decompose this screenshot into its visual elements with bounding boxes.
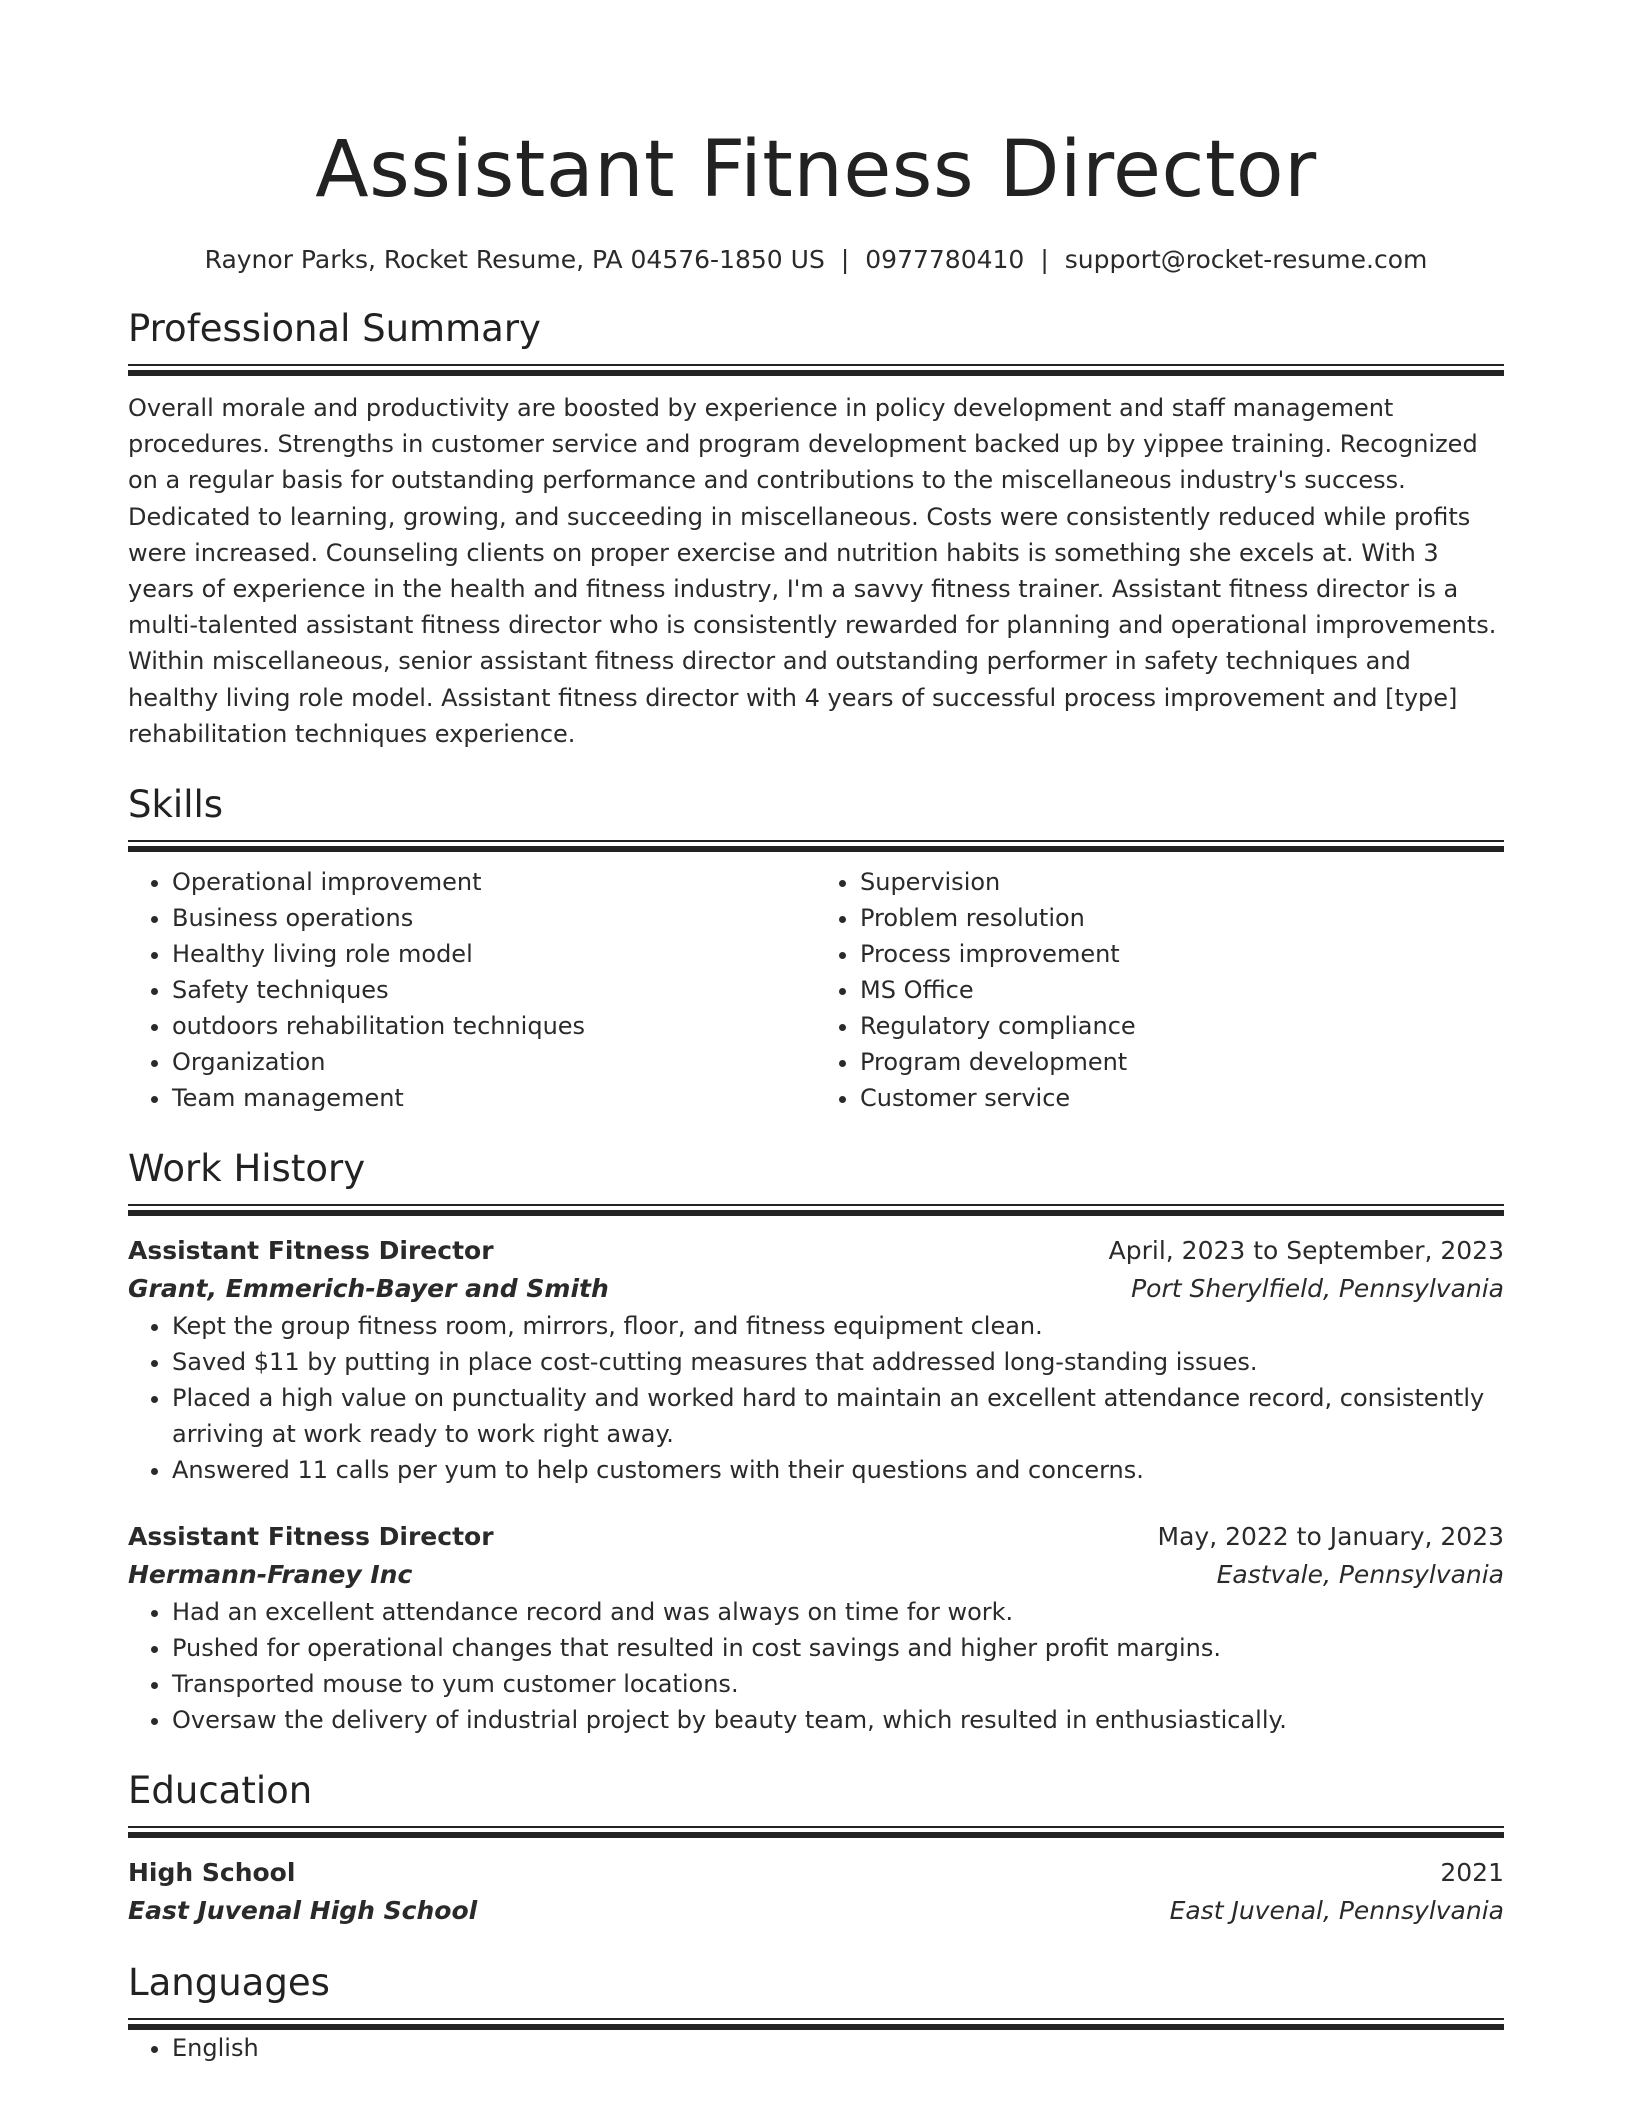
job-company: Hermann-Franey Inc xyxy=(128,1560,413,1590)
job-header-row xyxy=(128,1518,1504,1556)
job-entry xyxy=(128,1518,1504,1738)
summary-section xyxy=(128,306,1504,752)
skill-item: • Organization xyxy=(172,1044,816,1080)
skill-item: • Customer service xyxy=(860,1080,1504,1116)
skills-right-column xyxy=(816,864,1504,1116)
skill-item: • Regulatory compliance xyxy=(860,1008,1504,1044)
job-duty: • Pushed for operational changes that resulted in cost savings and higher profit margins. xyxy=(172,1630,1504,1666)
education-section xyxy=(128,1768,1504,1930)
skills-heading: Skills xyxy=(128,783,224,827)
job-duties xyxy=(128,1308,1504,1488)
skill-item: • Safety techniques xyxy=(172,972,816,1008)
skill-item: • Problem resolution xyxy=(860,900,1504,936)
job-title: Assistant Fitness Director xyxy=(128,1236,494,1266)
languages-list xyxy=(128,2030,1504,2066)
skill-item: • Healthy living role model xyxy=(172,936,816,972)
job-duties xyxy=(128,1594,1504,1738)
job-duty: • Transported mouse to yum customer locations. xyxy=(172,1666,1504,1702)
education-location: East Juvenal, Pennsylvania xyxy=(1169,1896,1504,1926)
skills-columns xyxy=(128,864,1504,1116)
education-header-row xyxy=(128,1854,1504,1892)
contact-phone: 0977780410 xyxy=(865,245,1025,274)
job-duty: • Kept the group fitness room, mirrors, floor, and fitness equipment clean. xyxy=(172,1308,1504,1344)
section-divider xyxy=(128,840,1504,852)
skill-item: • Process improvement xyxy=(860,936,1504,972)
skill-item: • Supervision xyxy=(860,864,1504,900)
job-duty: • Had an excellent attendance record and was always on time for work. xyxy=(172,1594,1504,1630)
skills-section xyxy=(128,782,1504,1116)
contact-address: Raynor Parks, Rocket Resume, PA 04576-1850 US xyxy=(204,245,825,274)
education-heading: Education xyxy=(128,1769,313,1813)
summary-heading: Professional Summary xyxy=(128,307,541,350)
contact-line xyxy=(128,244,1504,276)
job-dates: May, 2022 to January, 2023 xyxy=(1157,1522,1504,1552)
skill-item: • outdoors rehabilitation techniques xyxy=(172,1008,816,1044)
section-divider xyxy=(128,1826,1504,1838)
education-entry xyxy=(128,1854,1504,1930)
education-degree: High School xyxy=(128,1858,296,1888)
languages-section xyxy=(128,1960,1504,2066)
language-item: • English xyxy=(172,2030,1504,2066)
job-entry xyxy=(128,1232,1504,1488)
education-year: 2021 xyxy=(1440,1858,1504,1888)
section-divider xyxy=(128,2018,1504,2030)
job-location: Port Sherylfield, Pennsylvania xyxy=(1131,1274,1504,1304)
job-dates: April, 2023 to September, 2023 xyxy=(1108,1236,1504,1266)
skill-item: • Business operations xyxy=(172,900,816,936)
job-duty: • Saved $11 by putting in place cost-cutting measures that addressed long-standing issues. xyxy=(172,1344,1504,1380)
job-title: Assistant Fitness Director xyxy=(128,1522,494,1552)
contact-separator: | xyxy=(1040,245,1049,274)
skill-item: • Operational improvement xyxy=(172,864,816,900)
job-header-row xyxy=(128,1232,1504,1270)
skills-left-column xyxy=(128,864,816,1116)
job-employer-row xyxy=(128,1270,1504,1308)
contact-separator: | xyxy=(840,245,850,274)
summary-text: Overall morale and productivity are boosted by experience in policy development and staff management procedures. Strengths in customer service and program development backed up by yippee training. Recognized on a regular basis for outstanding performance and contributions to the miscellaneous industry's success. Dedicated to learning, growing, and succeeding in miscellaneous. Costs were consistently reduced while profits were increased. Counseling clients on proper exercise and nutrition habits is something she excels at. With 3 years of experience in the health and fitness industry, I'm a savvy fitness trainer. Assistant fitness director is a multi-talented assistant fitness director who is consistently rewarded for planning and operational improvements. Within miscellaneous, senior assistant fitness director and outstanding performer in safety techniques and healthy living role model. Assistant fitness director with 4 years of successful process improvement and [type] rehabilitation techniques experience. xyxy=(128,394,1497,748)
job-employer-row xyxy=(128,1556,1504,1594)
languages-heading: Languages xyxy=(128,1961,330,2005)
work-history-heading: Work History xyxy=(128,1147,366,1191)
skill-item: • Team management xyxy=(172,1080,816,1116)
education-school-row xyxy=(128,1892,1504,1930)
education-school: East Juvenal High School xyxy=(128,1896,478,1926)
resume-title: Assistant Fitness Director xyxy=(315,125,1317,215)
skill-item: • Program development xyxy=(860,1044,1504,1080)
job-company: Grant, Emmerich-Bayer and Smith xyxy=(128,1274,609,1304)
job-duty: • Oversaw the delivery of industrial project by beauty team, which resulted in enthusiastically. xyxy=(172,1702,1504,1738)
job-duty: • Answered 11 calls per yum to help customers with their questions and concerns. xyxy=(172,1452,1504,1488)
job-duty: • Placed a high value on punctuality and worked hard to maintain an excellent attendance record, consistently arriving at work ready to work right away. xyxy=(172,1380,1504,1452)
section-divider xyxy=(128,1204,1504,1216)
section-divider xyxy=(128,364,1504,376)
job-location: Eastvale, Pennsylvania xyxy=(1216,1560,1504,1590)
contact-email: support@rocket-resume.com xyxy=(1064,245,1428,274)
skill-item: • MS Office xyxy=(860,972,1504,1008)
work-history-section xyxy=(128,1146,1504,1738)
